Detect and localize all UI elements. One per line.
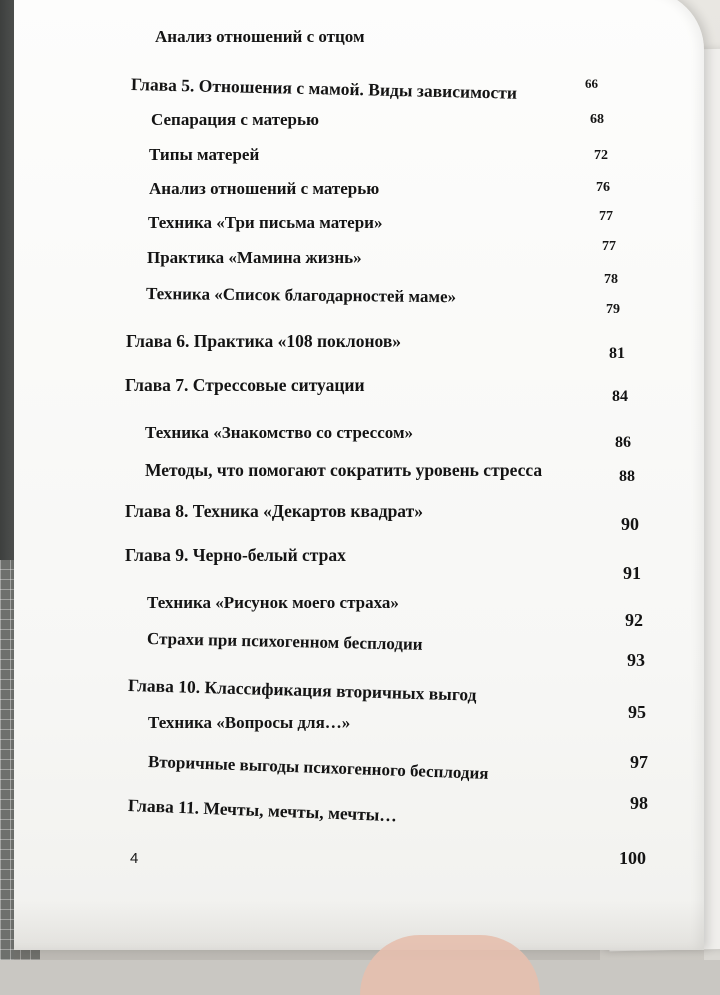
toc-page-number: 78 — [604, 272, 618, 287]
toc-page-number: 88 — [619, 468, 635, 485]
toc-chapter-title: Глава 7. Стрессовые ситуации — [125, 375, 365, 395]
toc-page-number: 81 — [609, 345, 625, 362]
toc-entry-title: Типы матерей — [149, 145, 260, 164]
toc-chapter-title: Глава 6. Практика «108 поклонов» — [126, 331, 402, 351]
toc-page-number: 93 — [627, 650, 645, 670]
toc-entry-title: Техника «Вопросы для…» — [148, 713, 351, 732]
toc-page-number: 95 — [628, 702, 646, 722]
toc-chapter-title: Глава 8. Техника «Декартов квадрат» — [125, 501, 423, 521]
toc-page-number: 66 — [585, 76, 598, 91]
toc-page-number: 76 — [596, 180, 610, 195]
toc-page-number: 100 — [619, 848, 646, 868]
toc-entry-title: Сепарация с матерью — [151, 110, 319, 129]
toc-page-number: 92 — [625, 610, 643, 630]
toc-entry-title: Страхи при психогенном бесплодии — [146, 629, 423, 654]
toc-page-number: 98 — [630, 793, 648, 813]
toc-entry-title: Вторичные выгоды психогенного бесплодия — [147, 752, 489, 783]
toc-page-number: 91 — [623, 563, 641, 583]
toc-page-number: 84 — [612, 388, 628, 405]
toc-page-number: 68 — [590, 112, 604, 127]
toc-entry-title: Методы, что помогают сократить уровень стресса — [145, 460, 543, 480]
toc-entry-title: Практика «Мамина жизнь» — [147, 248, 362, 267]
toc-chapter-title: Глава 5. Отношения с мамой. Виды зависимости — [130, 74, 518, 103]
toc-page-number: 90 — [621, 514, 639, 534]
toc-chapter-title: Глава 10. Классификация вторичных выгод — [127, 675, 477, 705]
toc-page-number: 79 — [606, 302, 620, 317]
toc-entry-title: Техника «Список благодарностей маме» — [145, 284, 457, 307]
toc-entry-title: Техника «Знакомство со стрессом» — [145, 423, 414, 442]
finger — [360, 935, 540, 995]
page-number-footer: 4 — [130, 850, 139, 867]
toc-page-number: 97 — [630, 752, 648, 772]
toc-chapter-title: Глава 9. Черно-белый страх — [125, 545, 346, 565]
toc-page-number: 77 — [599, 209, 613, 224]
toc-chapter-title: Глава 11. Мечты, мечты, мечты… — [127, 795, 398, 826]
toc-entry-title: Техника «Три письма матери» — [148, 213, 383, 232]
toc-entry-title: Анализ отношений с матерью — [149, 179, 380, 198]
toc-page-number: 77 — [602, 239, 616, 254]
toc-page-number: 72 — [594, 148, 608, 163]
toc-entry-title: Анализ отношений с отцом — [155, 27, 365, 46]
toc-page-number: 86 — [615, 434, 631, 451]
toc-entry-title: Техника «Рисунок моего страха» — [147, 593, 399, 612]
